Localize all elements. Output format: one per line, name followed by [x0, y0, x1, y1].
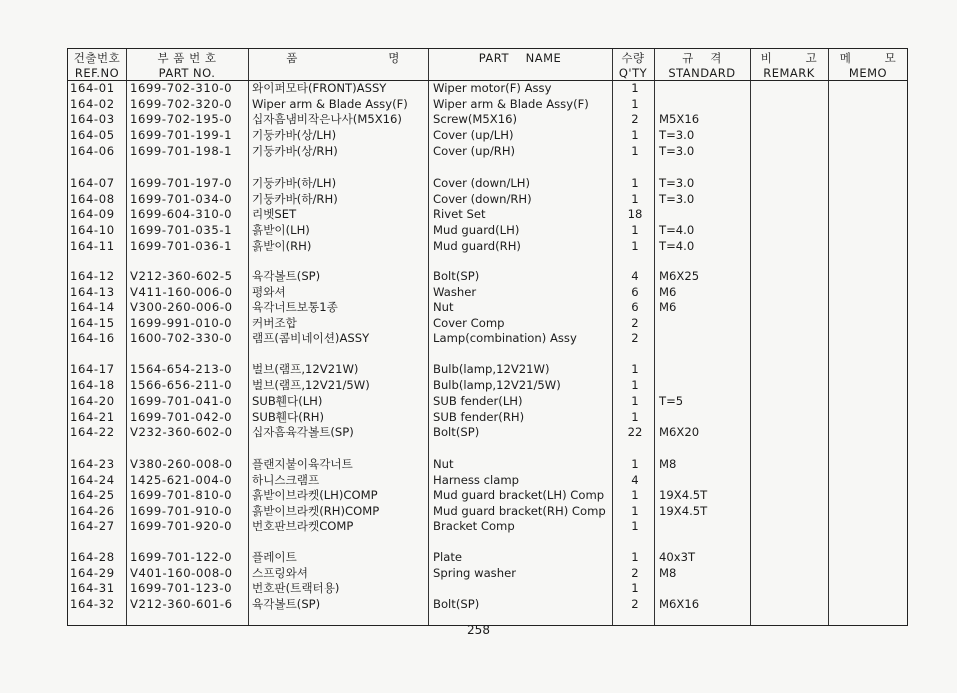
- part-no-cell: 1699-604-310-0: [130, 207, 233, 221]
- korean-name-cell: 기둥카바(하/RH): [252, 192, 338, 206]
- table-row: [68, 410, 907, 425]
- table-row: [68, 394, 907, 409]
- part-name-cell: Plate: [433, 550, 462, 564]
- part-name-cell: Nut: [433, 300, 454, 314]
- part-name-cell: Screw(M5X16): [433, 112, 517, 126]
- standard-cell: T=5: [659, 394, 684, 408]
- qty-cell: 2: [631, 566, 639, 580]
- ref-no-cell: 164-09: [70, 207, 115, 221]
- ref-no-cell: 164-16: [70, 331, 115, 345]
- header-remark-kr: 비 고: [760, 51, 818, 65]
- table-row: [68, 566, 907, 581]
- table-row: [68, 176, 907, 191]
- ref-no-cell: 164-12: [70, 269, 115, 283]
- standard-cell: M6: [659, 300, 677, 314]
- table-row: [68, 269, 907, 284]
- table-row: [68, 239, 907, 254]
- ref-no-cell: 164-24: [70, 473, 115, 487]
- part-name-cell: Bolt(SP): [433, 425, 480, 439]
- part-name-cell: Spring washer: [433, 566, 516, 580]
- table-row: [68, 550, 907, 565]
- qty-cell: 1: [631, 176, 639, 190]
- ref-no-cell: 164-02: [70, 97, 115, 111]
- qty-cell: 1: [631, 504, 639, 518]
- korean-name-cell: 기둥카바(상/LH): [252, 128, 337, 142]
- korean-name-cell: 흙받이브라켓(LH)COMP: [252, 488, 378, 502]
- ref-no-cell: 164-06: [70, 144, 115, 158]
- korean-name-cell: 스프링와셔: [252, 566, 308, 580]
- standard-cell: M6X20: [659, 425, 700, 439]
- part-no-cell: V212-360-601-6: [130, 597, 233, 611]
- standard-cell: T=3.0: [659, 144, 695, 158]
- part-no-cell: 1425-621-004-0: [130, 473, 233, 487]
- part-no-cell: 1600-702-330-0: [130, 331, 233, 345]
- part-no-cell: 1699-702-195-0: [130, 112, 233, 126]
- table-row: [68, 473, 907, 488]
- table-row: [68, 144, 907, 159]
- part-no-cell: V380-260-008-0: [130, 457, 233, 471]
- table-row: [68, 128, 907, 143]
- part-name-cell: Cover (up/RH): [433, 144, 516, 158]
- ref-no-cell: 164-05: [70, 128, 115, 142]
- table-row: [68, 581, 907, 596]
- korean-name-cell: 플레이트: [252, 550, 297, 564]
- ref-no-cell: 164-31: [70, 581, 115, 595]
- table-row: [68, 504, 907, 519]
- ref-no-cell: 164-13: [70, 285, 115, 299]
- table-row: [68, 300, 907, 315]
- table-row: [68, 97, 907, 112]
- part-name-cell: SUB fender(LH): [433, 394, 523, 408]
- korean-name-cell: 커버조합: [252, 316, 297, 330]
- ref-no-cell: 164-22: [70, 425, 115, 439]
- qty-cell: 1: [631, 457, 639, 471]
- part-name-cell: Bolt(SP): [433, 269, 480, 283]
- part-no-cell: 1699-701-042-0: [130, 410, 233, 424]
- standard-cell: T=4.0: [659, 223, 695, 237]
- part-no-cell: 1699-701-041-0: [130, 394, 233, 408]
- qty-cell: 1: [631, 128, 639, 142]
- qty-cell: 1: [631, 81, 639, 95]
- korean-name-cell: SUB휀다(LH): [252, 394, 323, 408]
- part-no-cell: 1699-702-310-0: [130, 81, 233, 95]
- part-name-cell: Mud guard(LH): [433, 223, 520, 237]
- header-part-name: PART NAME: [478, 51, 562, 65]
- header-part-en: PART NO.: [158, 66, 216, 80]
- table-row: [68, 81, 907, 96]
- header-ref-kr: 건출번호: [73, 51, 121, 65]
- table-row: [68, 519, 907, 534]
- part-name-cell: Bracket Comp: [433, 519, 515, 533]
- part-name-cell: Mud guard bracket(LH) Comp: [433, 488, 605, 502]
- table-row: [68, 597, 907, 612]
- part-name-cell: Mud guard(RH): [433, 239, 521, 253]
- ref-no-cell: 164-29: [70, 566, 115, 580]
- part-no-cell: V232-360-602-0: [130, 425, 233, 439]
- ref-no-cell: 164-20: [70, 394, 115, 408]
- standard-cell: 19X4.5T: [659, 504, 708, 518]
- header-name-kr-b: 명: [388, 51, 400, 65]
- korean-name-cell: 기둥카바(상/RH): [252, 144, 338, 158]
- part-no-cell: 1699-701-910-0: [130, 504, 233, 518]
- part-no-cell: 1699-701-123-0: [130, 581, 233, 595]
- header-std-kr: 규 격: [682, 51, 722, 65]
- part-name-cell: Cover Comp: [433, 316, 505, 330]
- header-remark-en: REMARK: [763, 66, 815, 80]
- qty-cell: 1: [631, 394, 639, 408]
- qty-cell: 22: [627, 425, 643, 439]
- part-no-cell: 1699-701-122-0: [130, 550, 233, 564]
- part-name-cell: Bulb(lamp,12V21/5W): [433, 378, 561, 392]
- standard-cell: T=3.0: [659, 176, 695, 190]
- ref-no-cell: 164-25: [70, 488, 115, 502]
- qty-cell: 1: [631, 362, 639, 376]
- qty-cell: 2: [631, 597, 639, 611]
- qty-cell: 1: [631, 410, 639, 424]
- part-no-cell: 1699-701-035-1: [130, 223, 233, 237]
- korean-name-cell: 육각볼트(SP): [252, 269, 321, 283]
- qty-cell: 4: [631, 269, 639, 283]
- part-name-cell: Wiper motor(F) Assy: [433, 81, 552, 95]
- qty-cell: 18: [627, 207, 643, 221]
- part-no-cell: 1699-701-920-0: [130, 519, 233, 533]
- part-no-cell: 1566-656-211-0: [130, 378, 233, 392]
- korean-name-cell: 벌브(램프,12V21/5W): [252, 378, 370, 392]
- korean-name-cell: 번호판(트랙터용): [252, 581, 340, 595]
- part-no-cell: 1699-701-810-0: [130, 488, 233, 502]
- qty-cell: 1: [631, 97, 639, 111]
- korean-name-cell: 흙받이(LH): [252, 223, 310, 237]
- ref-no-cell: 164-15: [70, 316, 115, 330]
- table-row: [68, 378, 907, 393]
- korean-name-cell: 램프(콤비네이션)ASSY: [252, 331, 370, 345]
- header-part-kr: 부 품 번 호: [157, 51, 217, 65]
- header-qty-kr: 수량: [621, 51, 645, 65]
- qty-cell: 4: [631, 473, 639, 487]
- qty-cell: 1: [631, 144, 639, 158]
- part-no-cell: 1699-701-036-1: [130, 239, 233, 253]
- qty-cell: 1: [631, 192, 639, 206]
- part-no-cell: V401-160-008-0: [130, 566, 233, 580]
- table-row: [68, 457, 907, 472]
- ref-no-cell: 164-01: [70, 81, 115, 95]
- part-no-cell: V411-160-006-0: [130, 285, 233, 299]
- ref-no-cell: 164-23: [70, 457, 115, 471]
- qty-cell: 6: [631, 300, 639, 314]
- page-number: 258: [467, 623, 490, 637]
- ref-no-cell: 164-27: [70, 519, 115, 533]
- korean-name-cell: 하니스크램프: [252, 473, 320, 487]
- standard-cell: M6X25: [659, 269, 700, 283]
- qty-cell: 1: [631, 488, 639, 502]
- qty-cell: 2: [631, 316, 639, 330]
- standard-cell: 19X4.5T: [659, 488, 708, 502]
- part-name-cell: Harness clamp: [433, 473, 519, 487]
- part-no-cell: 1699-701-034-0: [130, 192, 233, 206]
- korean-name-cell: 플랜지붙이육각너트: [252, 457, 353, 471]
- korean-name-cell: 와이퍼모타(FRONT)ASSY: [252, 81, 387, 95]
- korean-name-cell: 육각너트보통1종: [252, 300, 338, 314]
- qty-cell: 2: [631, 331, 639, 345]
- table-row: [68, 112, 907, 127]
- korean-name-cell: 벌브(램프,12V21W): [252, 362, 359, 376]
- part-name-cell: Cover (down/LH): [433, 176, 531, 190]
- ref-no-cell: 164-03: [70, 112, 115, 126]
- standard-cell: T=3.0: [659, 128, 695, 142]
- part-name-cell: Nut: [433, 457, 454, 471]
- korean-name-cell: 리벳SET: [252, 207, 297, 221]
- part-name-cell: Bulb(lamp,12V21W): [433, 362, 550, 376]
- korean-name-cell: 십자흠육각볼트(SP): [252, 425, 354, 439]
- korean-name-cell: 육각볼트(SP): [252, 597, 321, 611]
- standard-cell: M6X16: [659, 597, 700, 611]
- table-row: [68, 223, 907, 238]
- table-row: [68, 362, 907, 377]
- part-name-cell: SUB fender(RH): [433, 410, 525, 424]
- qty-cell: 1: [631, 378, 639, 392]
- standard-cell: M8: [659, 457, 677, 471]
- standard-cell: M5X16: [659, 112, 700, 126]
- part-name-cell: Bolt(SP): [433, 597, 480, 611]
- part-no-cell: 1699-701-197-0: [130, 176, 233, 190]
- part-no-cell: 1699-701-199-1: [130, 128, 233, 142]
- korean-name-cell: 기둥카바(하/LH): [252, 176, 337, 190]
- part-no-cell: V212-360-602-5: [130, 269, 233, 283]
- ref-no-cell: 164-10: [70, 223, 115, 237]
- ref-no-cell: 164-11: [70, 239, 115, 253]
- part-name-cell: Cover (down/RH): [433, 192, 532, 206]
- part-no-cell: 1699-991-010-0: [130, 316, 233, 330]
- parts-table: [67, 48, 908, 626]
- korean-name-cell: 번호판브라켓COMP: [252, 519, 354, 533]
- qty-cell: 2: [631, 112, 639, 126]
- header-name-kr-a: 품: [286, 51, 298, 65]
- table-row: [68, 285, 907, 300]
- part-name-cell: Cover (up/LH): [433, 128, 514, 142]
- ref-no-cell: 164-32: [70, 597, 115, 611]
- part-name-cell: Wiper arm & Blade Assy(F): [433, 97, 589, 111]
- part-no-cell: 1699-702-320-0: [130, 97, 233, 111]
- qty-cell: 1: [631, 223, 639, 237]
- korean-name-cell: 흙받이브라켓(RH)COMP: [252, 504, 380, 518]
- standard-cell: T=4.0: [659, 239, 695, 253]
- header-qty-en: Q'TY: [618, 66, 648, 80]
- ref-no-cell: 164-18: [70, 378, 115, 392]
- korean-name-cell: 흙받이(RH): [252, 239, 312, 253]
- standard-cell: M6: [659, 285, 677, 299]
- korean-name-cell: 십자흠냄비작은나사(M5X16): [252, 112, 402, 126]
- ref-no-cell: 164-08: [70, 192, 115, 206]
- standard-cell: M8: [659, 566, 677, 580]
- header-std-en: STANDARD: [668, 66, 736, 80]
- part-name-cell: Mud guard bracket(RH) Comp: [433, 504, 606, 518]
- part-name-cell: Lamp(combination) Assy: [433, 331, 577, 345]
- part-name-cell: Rivet Set: [433, 207, 486, 221]
- qty-cell: 1: [631, 239, 639, 253]
- ref-no-cell: 164-17: [70, 362, 115, 376]
- ref-no-cell: 164-14: [70, 300, 115, 314]
- standard-cell: 40x3T: [659, 550, 696, 564]
- table-row: [68, 425, 907, 440]
- ref-no-cell: 164-07: [70, 176, 115, 190]
- qty-cell: 1: [631, 550, 639, 564]
- qty-cell: 6: [631, 285, 639, 299]
- table-row: [68, 488, 907, 503]
- header-ref-en: REF.NO: [74, 66, 120, 80]
- part-no-cell: V300-260-006-0: [130, 300, 233, 314]
- table-row: [68, 316, 907, 331]
- korean-name-cell: Wiper arm & Blade Assy(F): [252, 97, 408, 111]
- korean-name-cell: 평와셔: [252, 285, 286, 299]
- ref-no-cell: 164-28: [70, 550, 115, 564]
- part-no-cell: 1699-701-198-1: [130, 144, 233, 158]
- part-no-cell: 1564-654-213-0: [130, 362, 233, 376]
- ref-no-cell: 164-26: [70, 504, 115, 518]
- part-name-cell: Washer: [433, 285, 477, 299]
- qty-cell: 1: [631, 581, 639, 595]
- header-memo-kr: 메 모: [839, 51, 897, 65]
- qty-cell: 1: [631, 519, 639, 533]
- ref-no-cell: 164-21: [70, 410, 115, 424]
- korean-name-cell: SUB휀다(RH): [252, 410, 325, 424]
- standard-cell: T=3.0: [659, 192, 695, 206]
- table-row: [68, 331, 907, 346]
- header-memo-en: MEMO: [848, 66, 888, 80]
- table-row: [68, 207, 907, 222]
- table-row: [68, 192, 907, 207]
